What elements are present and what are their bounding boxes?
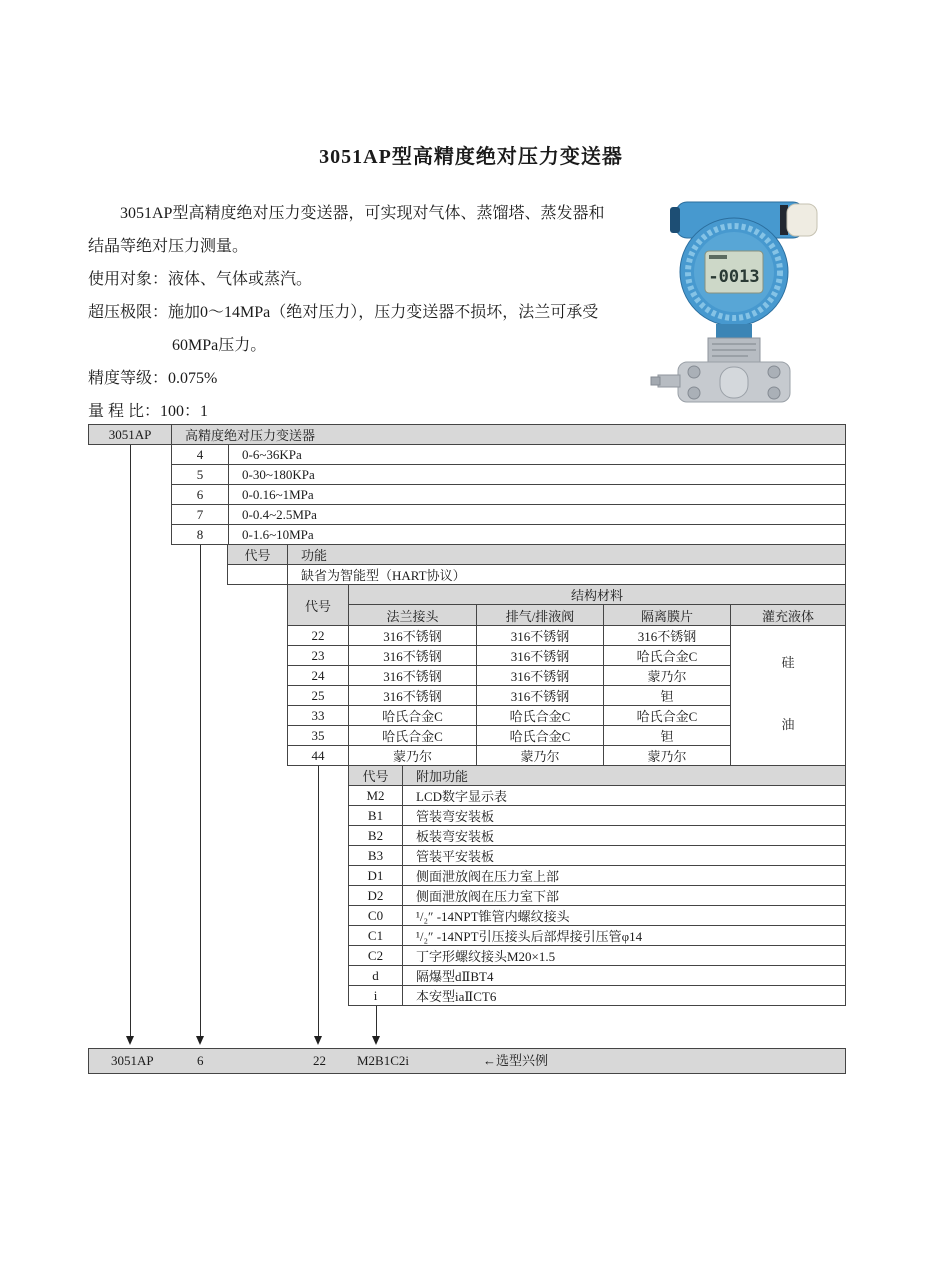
intro-line-1: 3051AP型高精度绝对压力变送器，可实现对气体、蒸馏塔、蒸发器和 xyxy=(120,205,605,222)
option-code-cell: C1 xyxy=(348,925,403,946)
materials-col-valve: 排气/排液阀 xyxy=(476,604,604,626)
arrow-down-icon xyxy=(314,1036,322,1045)
intro-line-2: 结晶等绝对压力测量。 xyxy=(88,238,249,255)
material-flange-cell: 316不锈钢 xyxy=(348,685,477,706)
intro-line-3: 使用对象：液体、气体或蒸汽。 xyxy=(88,271,313,288)
option-label-cell: 本安型iaⅡCT6 xyxy=(402,985,846,1006)
option-label-cell: 侧面泄放阀在压力室下部 xyxy=(402,885,846,906)
material-flange-cell: 蒙乃尔 xyxy=(348,745,477,766)
material-code-cell: 35 xyxy=(287,725,349,746)
model-label-cell: 高精度绝对压力变送器 xyxy=(171,424,846,445)
material-diaphragm-cell: 哈氏合金C xyxy=(603,705,731,726)
option-code-cell: B2 xyxy=(348,825,403,846)
option-code-cell: d xyxy=(348,965,403,986)
pressure-transmitter-illustration xyxy=(648,192,823,404)
function-code-cell xyxy=(227,564,288,585)
arrow-down-icon xyxy=(196,1036,204,1045)
material-code-cell: 33 xyxy=(287,705,349,726)
fill-fluid-cell xyxy=(730,625,846,766)
option-code-cell: C0 xyxy=(348,905,403,926)
option-code-cell: D1 xyxy=(348,865,403,886)
intro-line-4: 超压极限：施加0～14MPa（绝对压力），压力变送器不损坏，法兰可承受 xyxy=(88,304,599,321)
material-diaphragm-cell: 蒙乃尔 xyxy=(603,665,731,686)
material-flange-cell: 哈氏合金C xyxy=(348,705,477,726)
material-code-cell: 25 xyxy=(287,685,349,706)
option-label-cell: 管装平安装板 xyxy=(402,845,846,866)
connector-line-material xyxy=(318,766,319,1037)
page-title: 3051AP型高精度绝对压力变送器 xyxy=(319,146,623,168)
function-header-label: 功能 xyxy=(287,544,846,565)
range-value-cell: 0-0.4~2.5MPa xyxy=(228,504,846,525)
connector-line-model xyxy=(130,445,131,1037)
material-valve-cell: 316不锈钢 xyxy=(476,625,604,646)
options-header-label: 附加功能 xyxy=(402,765,846,786)
fill-fluid-char-1: 硅 xyxy=(781,655,795,670)
material-valve-cell: 哈氏合金C xyxy=(476,725,604,746)
option-code-cell: B3 xyxy=(348,845,403,866)
product-photo xyxy=(648,192,823,404)
example-range: 6 xyxy=(197,1053,204,1068)
example-material: 22 xyxy=(313,1053,326,1068)
range-code-cell: 4 xyxy=(171,444,229,465)
material-flange-cell: 哈氏合金C xyxy=(348,725,477,746)
materials-group-header: 结构材料 xyxy=(348,584,846,605)
intro-line-5: 60MPa压力。 xyxy=(172,337,267,354)
material-valve-cell: 哈氏合金C xyxy=(476,705,604,726)
option-label-cell: 隔爆型dⅡBT4 xyxy=(402,965,846,986)
option-label-cell: 侧面泄放阀在压力室上部 xyxy=(402,865,846,886)
function-header-code: 代号 xyxy=(227,544,288,565)
material-code-cell: 24 xyxy=(287,665,349,686)
option-label-cell: 板装弯安装板 xyxy=(402,825,846,846)
intro-line-6: 精度等级：0.075% xyxy=(88,370,218,387)
materials-col-diaphragm: 隔离膜片 xyxy=(603,604,731,626)
model-code-cell: 3051AP xyxy=(88,424,172,445)
option-label-cell: ¹/₂″ -14NPT锥管内螺纹接头 xyxy=(402,905,846,926)
material-valve-cell: 316不锈钢 xyxy=(476,665,604,686)
option-label-cell: ¹/₂″ -14NPT引压接头后部焊接引压管φ14 xyxy=(402,925,846,946)
material-diaphragm-cell: 钽 xyxy=(603,685,731,706)
range-value-cell: 0-0.16~1MPa xyxy=(228,484,846,505)
example-options: M2B1C2i xyxy=(357,1053,410,1068)
function-label-cell: 缺省为智能型（HART协议） xyxy=(287,564,846,585)
option-code-cell: C2 xyxy=(348,945,403,966)
material-valve-cell: 316不锈钢 xyxy=(476,645,604,666)
option-code-cell: D2 xyxy=(348,885,403,906)
material-diaphragm-cell: 蒙乃尔 xyxy=(603,745,731,766)
material-code-cell: 23 xyxy=(287,645,349,666)
connector-line-options xyxy=(376,1006,377,1037)
arrow-down-icon xyxy=(372,1036,380,1045)
options-header-code: 代号 xyxy=(348,765,403,786)
range-code-cell: 6 xyxy=(171,484,229,505)
material-flange-cell: 316不锈钢 xyxy=(348,645,477,666)
material-diaphragm-cell: 哈氏合金C xyxy=(603,645,731,666)
option-label-cell: 丁字形螺纹接头M20×1.5 xyxy=(402,945,846,966)
option-label-cell: LCD数字显示表 xyxy=(402,785,846,806)
range-code-cell: 7 xyxy=(171,504,229,525)
materials-col-fill: 灌充液体 xyxy=(730,604,846,626)
material-code-cell: 22 xyxy=(287,625,349,646)
materials-header-code: 代号 xyxy=(287,584,349,626)
option-code-cell: i xyxy=(348,985,403,1006)
material-diaphragm-cell: 钽 xyxy=(603,725,731,746)
connector-line-range xyxy=(200,545,201,1037)
intro-text xyxy=(88,197,688,428)
fill-fluid-char-2: 油 xyxy=(781,717,795,732)
material-diaphragm-cell: 316不锈钢 xyxy=(603,625,731,646)
example-model: 3051AP xyxy=(111,1053,154,1068)
range-value-cell: 0-1.6~10MPa xyxy=(228,524,846,545)
option-code-cell: M2 xyxy=(348,785,403,806)
lcd-reading: -0013 xyxy=(708,267,760,287)
range-value-cell: 0-30~180KPa xyxy=(228,464,846,485)
range-code-cell: 5 xyxy=(171,464,229,485)
material-valve-cell: 316不锈钢 xyxy=(476,685,604,706)
material-flange-cell: 316不锈钢 xyxy=(348,625,477,646)
material-valve-cell: 蒙乃尔 xyxy=(476,745,604,766)
option-code-cell: B1 xyxy=(348,805,403,826)
arrow-down-icon xyxy=(126,1036,134,1045)
intro-line-7: 量 程 比：100：1 xyxy=(88,403,209,420)
option-label-cell: 管装弯安装板 xyxy=(402,805,846,826)
range-code-cell: 8 xyxy=(171,524,229,545)
materials-col-flange: 法兰接头 xyxy=(348,604,477,626)
ordering-example-row xyxy=(88,1048,846,1074)
material-code-cell: 44 xyxy=(287,745,349,766)
material-flange-cell: 316不锈钢 xyxy=(348,665,477,686)
example-note: ←选型兴例 xyxy=(483,1053,549,1068)
range-value-cell: 0-6~36KPa xyxy=(228,444,846,465)
